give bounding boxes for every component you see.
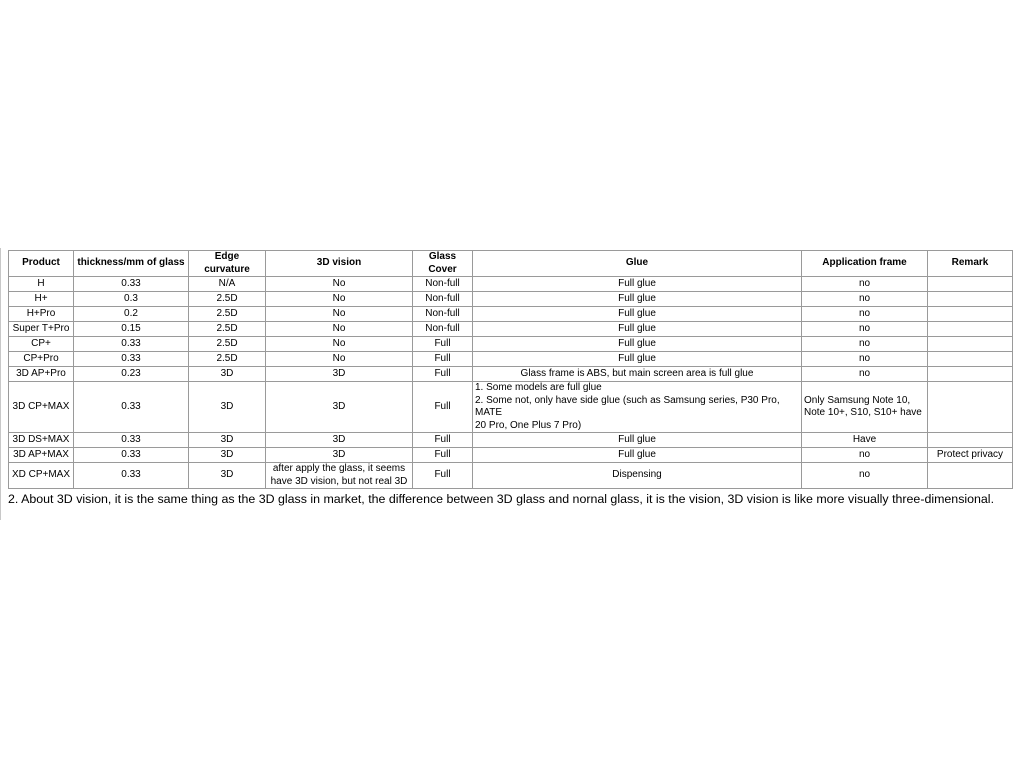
cell-remark [928, 307, 1013, 322]
cell-thickness: 0.33 [74, 463, 189, 489]
table-row [9, 433, 1013, 448]
cell-edge: 2.5D [189, 292, 266, 307]
cell-glue: Glass frame is ABS, but main screen area is full glue [473, 367, 802, 382]
header-glass-cover: Glass Cover [413, 251, 473, 277]
cell-vision: 3D [266, 448, 413, 463]
cell-frame: no [802, 322, 928, 337]
cell-vision: No [266, 322, 413, 337]
cell-edge: 3D [189, 382, 266, 433]
cell-cover: Full [413, 433, 473, 448]
cell-edge: 3D [189, 463, 266, 489]
cell-glue: Full glue [473, 322, 802, 337]
cell-thickness: 0.23 [74, 367, 189, 382]
cell-product: 3D AP+Pro [9, 367, 74, 382]
cell-vision: 3D [266, 382, 413, 433]
cell-remark [928, 463, 1013, 489]
cell-cover: Full [413, 367, 473, 382]
cell-product: H+ [9, 292, 74, 307]
cell-glue: Dispensing [473, 463, 802, 489]
cell-product: CP+Pro [9, 352, 74, 367]
cell-vision: No [266, 277, 413, 292]
header-3d-vision: 3D vision [266, 251, 413, 277]
cell-frame: no [802, 307, 928, 322]
cell-frame: Have [802, 433, 928, 448]
cell-product: 3D CP+MAX [9, 382, 74, 433]
cell-frame: no [802, 292, 928, 307]
cell-thickness: 0.15 [74, 322, 189, 337]
cell-product: 3D AP+MAX [9, 448, 74, 463]
cell-frame: no [802, 367, 928, 382]
cell-thickness: 0.33 [74, 352, 189, 367]
cell-edge: 3D [189, 448, 266, 463]
footnote-3d-vision: 2. About 3D vision, it is the same thing as the 3D glass in market, the difference between 3D glass and nornal glass, it is the vision, 3D vision is like more visually three-dimensional. [8, 492, 995, 506]
cell-vision: No [266, 292, 413, 307]
cell-cover: Non-full [413, 277, 473, 292]
cell-cover: Non-full [413, 292, 473, 307]
cell-glue: Full glue [473, 277, 802, 292]
cell-glue: Full glue [473, 337, 802, 352]
cell-glue: Full glue [473, 448, 802, 463]
cell-vision: No [266, 307, 413, 322]
frame-line: Note 10+, S10, S10+ have [804, 407, 922, 418]
left-border-line [0, 248, 1, 520]
glue-line: 2. Some not, only have side glue (such as Samsung series, P30 Pro, MATE [475, 394, 780, 418]
cell-remark [928, 337, 1013, 352]
cell-product: 3D DS+MAX [9, 433, 74, 448]
glue-line: 1. Some models are full glue [475, 382, 602, 393]
cell-thickness: 0.3 [74, 292, 189, 307]
cell-cover: Full [413, 463, 473, 489]
header-application-frame: Application frame [802, 251, 928, 277]
cell-remark [928, 322, 1013, 337]
table-row [9, 322, 1013, 337]
cell-remark [928, 382, 1013, 433]
vision-line: after apply the glass, it seems [272, 463, 406, 474]
cell-remark [928, 277, 1013, 292]
cell-cover: Full [413, 448, 473, 463]
cell-frame: no [802, 463, 928, 489]
vision-line: have 3D vision, but not real 3D [270, 475, 408, 487]
cell-thickness: 0.33 [74, 382, 189, 433]
cell-cover: Full [413, 337, 473, 352]
cell-product: H [9, 277, 74, 292]
cell-vision: No [266, 337, 413, 352]
cell-edge: N/A [189, 277, 266, 292]
cell-thickness: 0.33 [74, 433, 189, 448]
cell-cover: Non-full [413, 322, 473, 337]
cell-product: H+Pro [9, 307, 74, 322]
glue-line: 20 Pro, One Plus 7 Pro) [475, 419, 582, 431]
cell-product: CP+ [9, 337, 74, 352]
cell-product: Super T+Pro [9, 322, 74, 337]
cell-cover: Full [413, 382, 473, 433]
cell-remark [928, 367, 1013, 382]
cell-frame: no [802, 337, 928, 352]
table-header-row [9, 251, 1013, 277]
cell-product: XD CP+MAX [9, 463, 74, 489]
header-glue: Glue [473, 251, 802, 277]
cell-edge: 2.5D [189, 337, 266, 352]
frame-line: Only Samsung Note 10, [804, 394, 911, 406]
cell-glue: Full glue [473, 433, 802, 448]
cell-frame [802, 382, 928, 433]
table-row [9, 382, 1013, 433]
cell-edge: 2.5D [189, 322, 266, 337]
cell-vision: 3D [266, 367, 413, 382]
header-edge-curvature: Edge curvature [189, 251, 266, 277]
cell-edge: 2.5D [189, 307, 266, 322]
cell-frame: no [802, 352, 928, 367]
cell-thickness: 0.33 [74, 337, 189, 352]
cell-thickness: 0.33 [74, 448, 189, 463]
cell-vision: 3D [266, 433, 413, 448]
table-row [9, 448, 1013, 463]
cell-vision: No [266, 352, 413, 367]
cell-thickness: 0.2 [74, 307, 189, 322]
table-row [9, 292, 1013, 307]
header-thickness: thickness/mm of glass [74, 251, 189, 277]
table-row [9, 367, 1013, 382]
cell-edge: 2.5D [189, 352, 266, 367]
cell-glue: Full glue [473, 292, 802, 307]
table-row [9, 307, 1013, 322]
cell-thickness: 0.33 [74, 277, 189, 292]
cell-vision [266, 463, 413, 489]
table-row [9, 352, 1013, 367]
table-row [9, 463, 1013, 489]
header-product: Product [9, 251, 74, 277]
cell-glue: Full glue [473, 307, 802, 322]
cell-edge: 3D [189, 433, 266, 448]
cell-frame: no [802, 448, 928, 463]
cell-remark [928, 352, 1013, 367]
cell-cover: Non-full [413, 307, 473, 322]
cell-glue [473, 382, 802, 433]
cell-frame: no [802, 277, 928, 292]
cell-glue: Full glue [473, 352, 802, 367]
cell-cover: Full [413, 352, 473, 367]
table-row [9, 277, 1013, 292]
cell-remark: Protect privacy [928, 448, 1013, 463]
header-remark: Remark [928, 251, 1013, 277]
table-row [9, 337, 1013, 352]
cell-edge: 3D [189, 367, 266, 382]
cell-remark [928, 292, 1013, 307]
cell-remark [928, 433, 1013, 448]
product-spec-table [8, 250, 1013, 489]
